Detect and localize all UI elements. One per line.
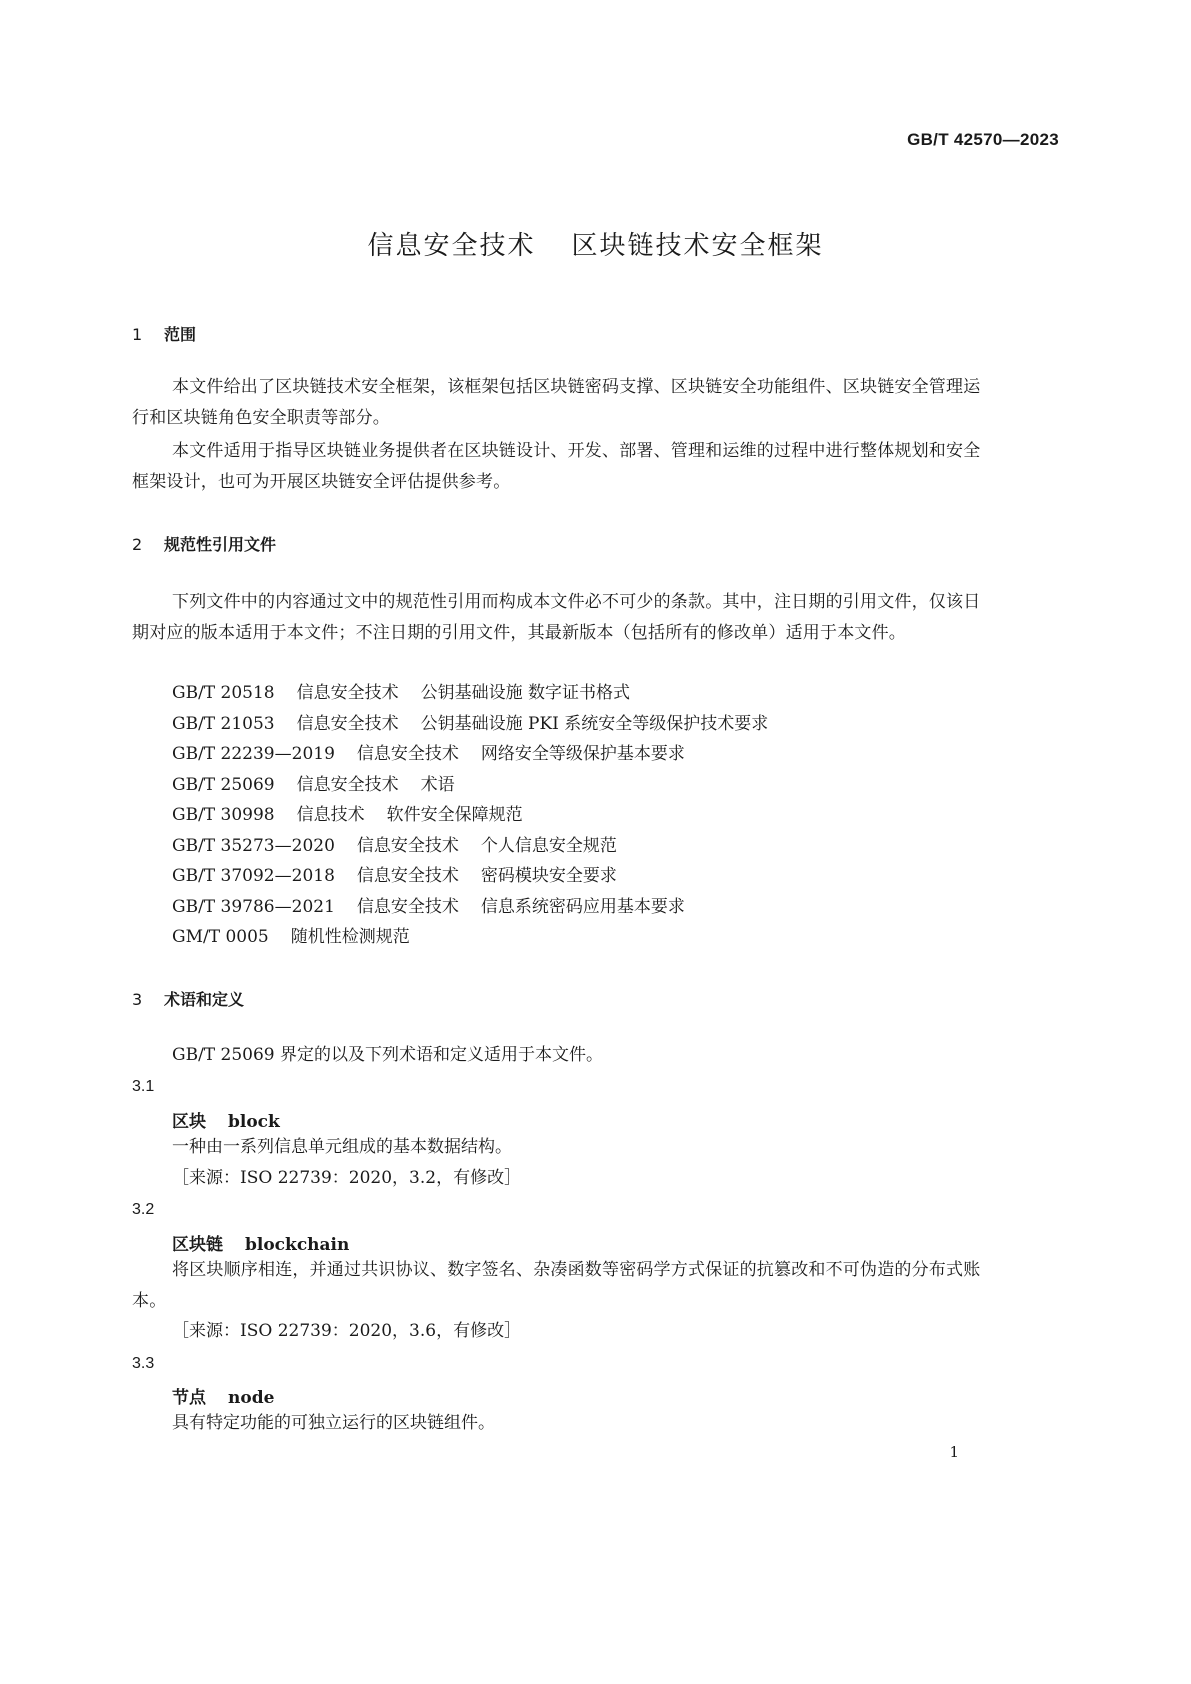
term-english: blockchain <box>245 1235 350 1255</box>
reference-item <box>172 770 455 801</box>
section-heading-terms <box>132 987 244 1010</box>
reference-title-2: 软件安全保障规范 <box>386 805 523 825</box>
reference-code: GM/T 0005 <box>172 927 269 947</box>
term-source: ［来源：ISO 22739：2020，3.2，有修改］ <box>172 1168 522 1188</box>
section-title: 术语和定义 <box>164 990 245 1009</box>
reference-title-2: 信息系统密码应用基本要求 <box>480 897 685 917</box>
scope-paragraph-2: 本文件适用于指导区块链业务提供者在区块链设计、开发、部署、管理和运维的过程中进行整体规划和安全框架设计，也可为开展区块链安全评估提供参考。 <box>132 441 981 492</box>
section-title: 范围 <box>164 325 197 344</box>
term-heading <box>172 1383 274 1408</box>
reference-item <box>172 800 523 831</box>
reference-title-1: 信息安全技术 <box>296 775 399 795</box>
reference-title-1: 信息安全技术 <box>356 836 459 856</box>
reference-title-1: 信息安全技术 <box>356 897 459 917</box>
section-heading-scope <box>132 322 196 345</box>
section-title: 规范性引用文件 <box>164 535 277 554</box>
reference-item <box>172 678 630 709</box>
section-number: 3 <box>132 990 143 1009</box>
term-chinese: 区块链 <box>172 1235 223 1255</box>
term-source: ［来源：ISO 22739：2020，3.6，有修改］ <box>172 1321 522 1341</box>
section-number: 2 <box>132 535 143 554</box>
reference-title-1: 信息安全技术 <box>296 683 399 703</box>
term-english: node <box>228 1388 275 1408</box>
reference-code: GB/T 39786—2021 <box>172 897 335 917</box>
term-heading <box>172 1107 280 1132</box>
normative-intro: 下列文件中的内容通过文中的规范性引用而构成本文件必不可少的条款。其中，注日期的引用文件，仅该日期对应的版本适用于本文件；不注日期的引用文件，其最新版本（包括所有的修改单）适用于本文件。 <box>132 592 981 643</box>
term-number: 3.2 <box>132 1201 155 1218</box>
reference-code: GB/T 30998 <box>172 805 275 825</box>
reference-title-1: 随机性检测规范 <box>290 927 410 947</box>
reference-title-1: 信息技术 <box>296 805 365 825</box>
section-heading-normative <box>132 532 276 555</box>
reference-title-2: 公钥基础设施 数字证书格式 <box>420 683 631 703</box>
reference-code: GB/T 37092—2018 <box>172 866 335 886</box>
term-number: 3.3 <box>132 1355 155 1372</box>
reference-code: GB/T 21053 <box>172 714 275 734</box>
term-definition: 将区块顺序相连，并通过共识协议、数字签名、杂凑函数等密码学方式保证的抗篡改和不可伪造的分布式账本。 <box>132 1260 981 1311</box>
reference-item <box>172 709 768 740</box>
term-chinese: 节点 <box>172 1388 206 1408</box>
title-part-1: 信息安全技术 <box>367 231 536 261</box>
reference-code: GB/T 35273—2020 <box>172 836 335 856</box>
page-number: 1 <box>949 1443 959 1461</box>
standard-code: GB/T 42570—2023 <box>907 130 1059 149</box>
reference-item <box>172 892 685 923</box>
term-heading <box>172 1230 349 1255</box>
reference-title-2: 密码模块安全要求 <box>480 866 617 886</box>
term-number: 3.1 <box>132 1078 155 1095</box>
reference-item <box>172 739 685 770</box>
reference-code: GB/T 22239—2019 <box>172 744 335 764</box>
reference-item <box>172 831 617 862</box>
title-part-2: 区块链技术安全框架 <box>571 231 824 261</box>
reference-code: GB/T 20518 <box>172 683 275 703</box>
reference-title-1: 信息安全技术 <box>296 714 399 734</box>
document-title <box>0 225 1191 262</box>
reference-item <box>172 922 432 953</box>
section-number: 1 <box>132 325 143 344</box>
term-definition: 具有特定功能的可独立运行的区块链组件。 <box>172 1413 495 1433</box>
reference-title-2: 公钥基础设施 PKI 系统安全等级保护技术要求 <box>420 714 769 734</box>
term-english: block <box>228 1112 280 1132</box>
reference-title-2: 术语 <box>420 775 455 795</box>
reference-title-2: 网络安全等级保护基本要求 <box>480 744 685 764</box>
reference-title-2: 个人信息安全规范 <box>480 836 617 856</box>
terms-intro: GB/T 25069 界定的以及下列术语和定义适用于本文件。 <box>172 1045 604 1065</box>
term-chinese: 区块 <box>172 1112 206 1132</box>
reference-title-1: 信息安全技术 <box>356 866 459 886</box>
reference-title-1: 信息安全技术 <box>356 744 459 764</box>
term-definition: 一种由一系列信息单元组成的基本数据结构。 <box>172 1137 512 1157</box>
reference-item <box>172 861 617 892</box>
scope-paragraph-1: 本文件给出了区块链技术安全框架，该框架包括区块链密码支撑、区块链安全功能组件、区块链安全管理运行和区块链角色安全职责等部分。 <box>132 377 981 428</box>
reference-code: GB/T 25069 <box>172 775 275 795</box>
